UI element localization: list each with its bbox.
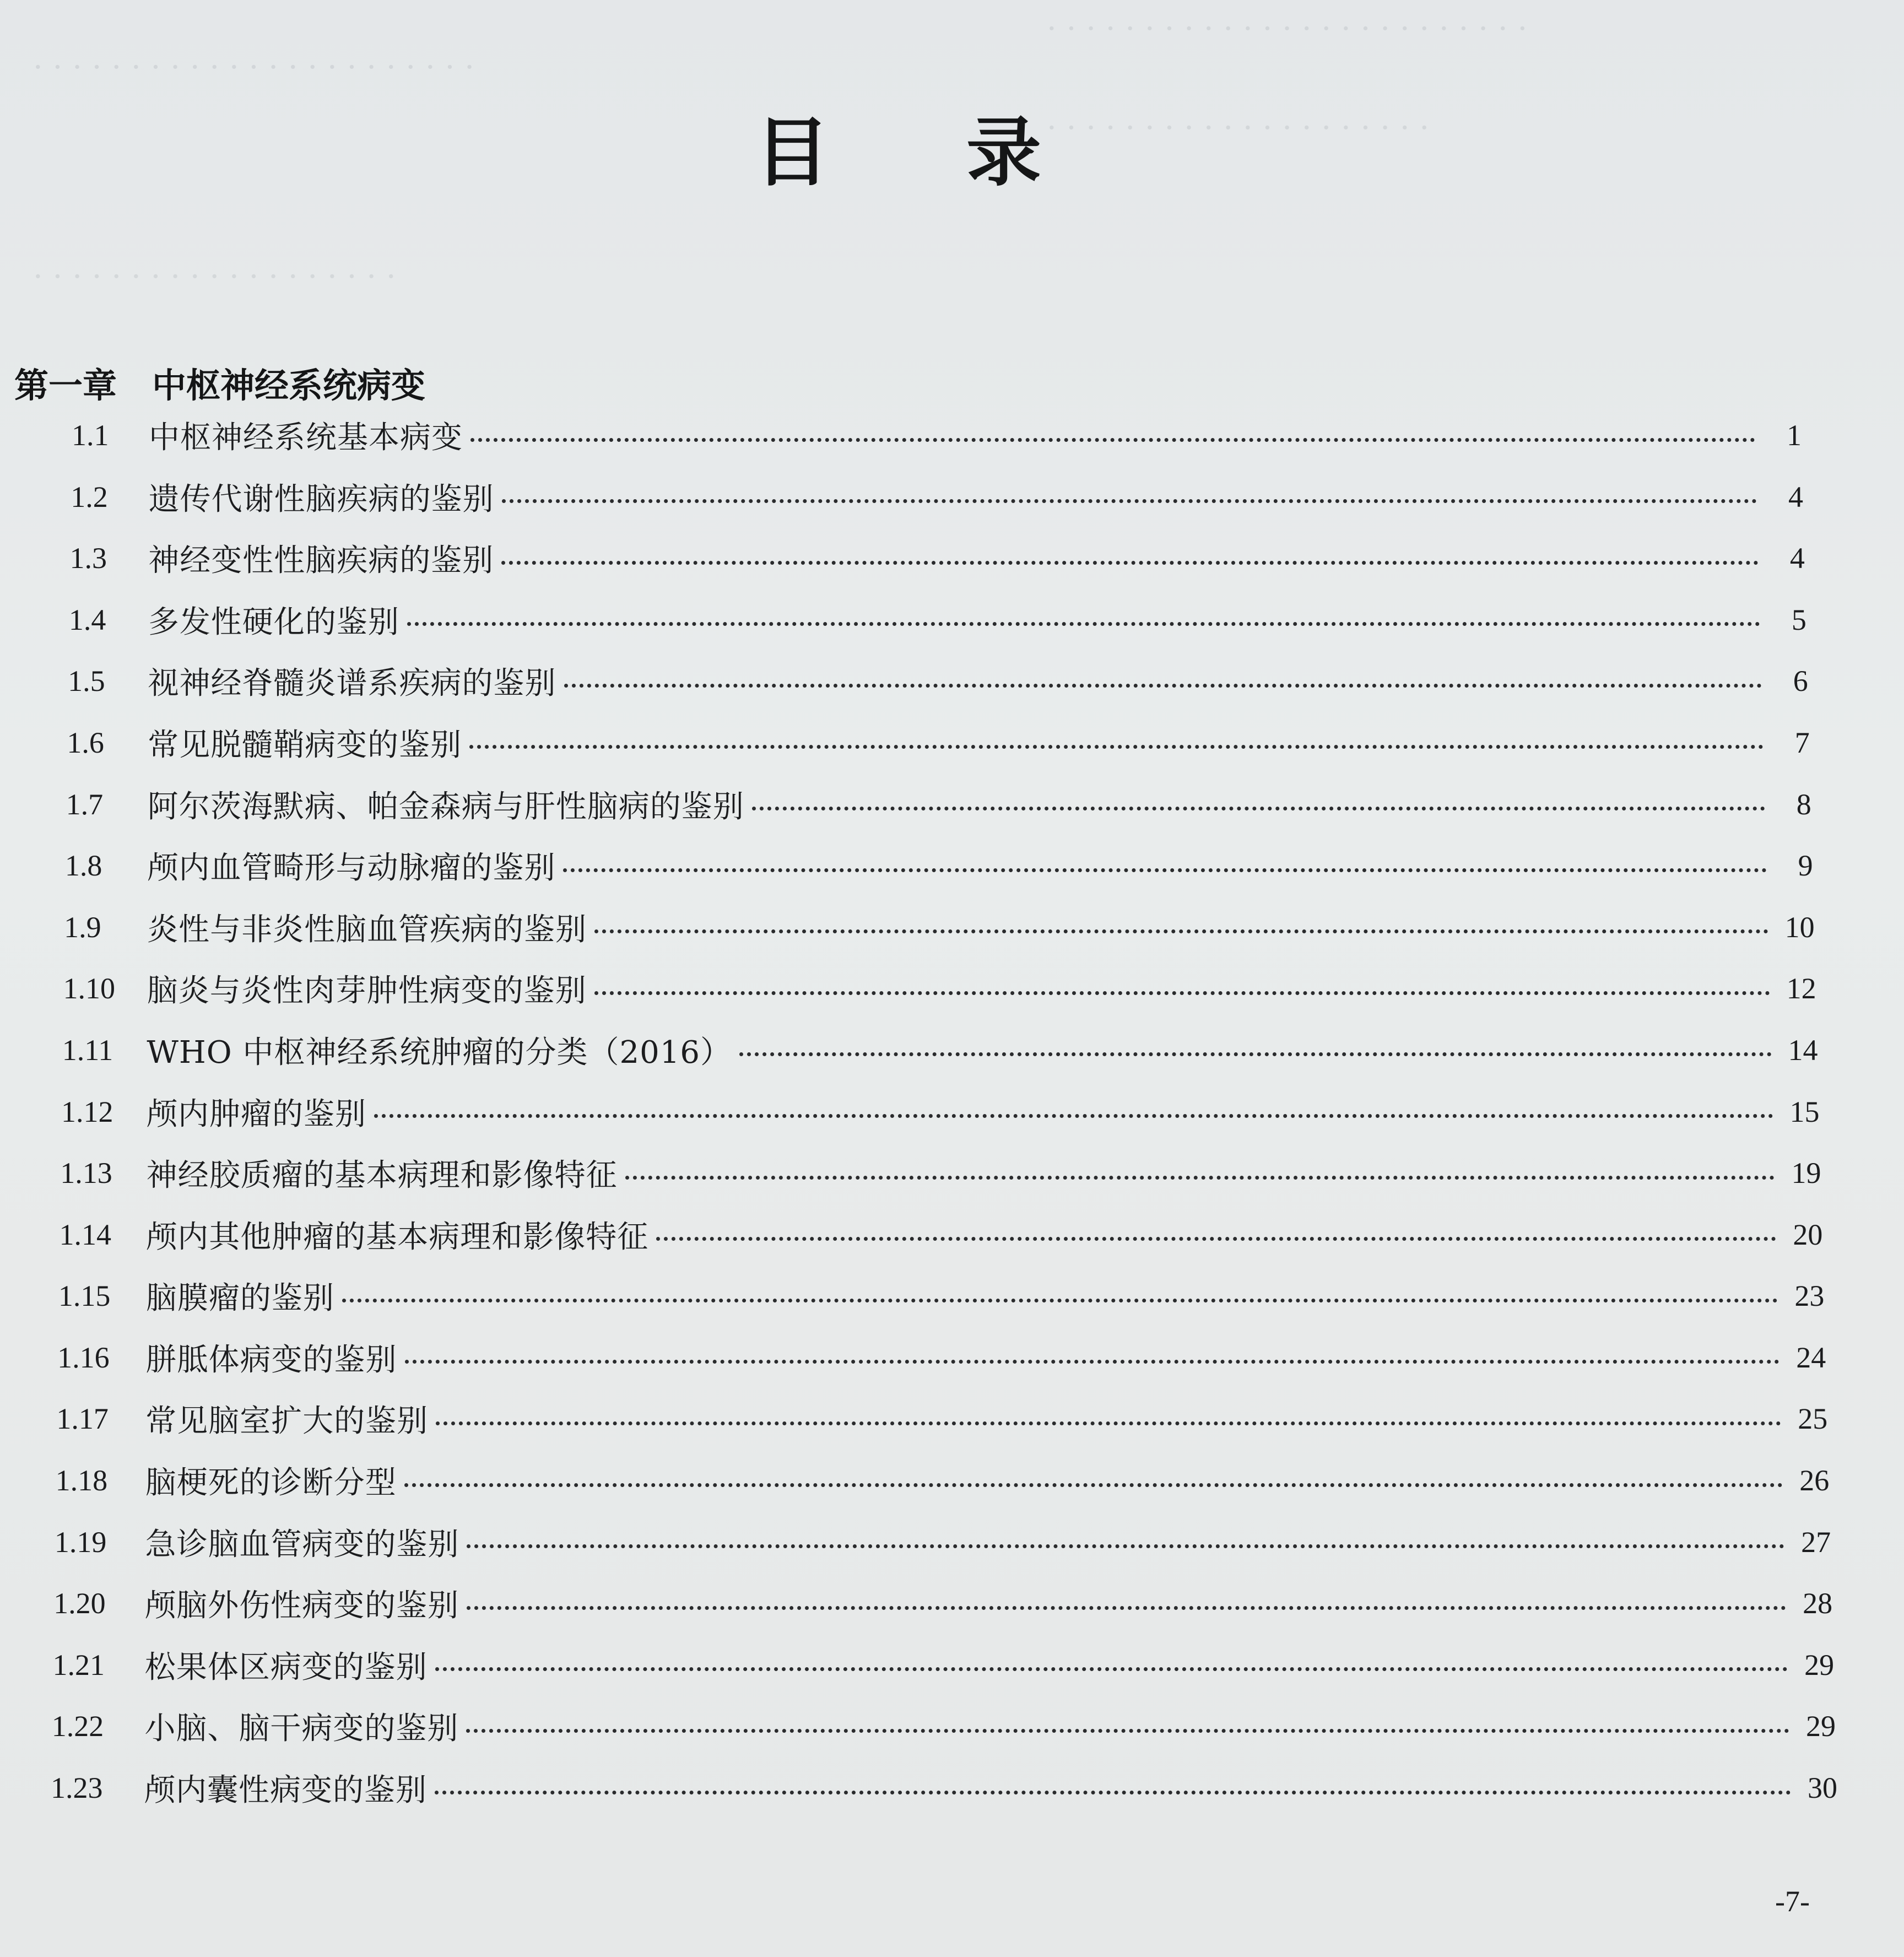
dot-leader [625,1176,1775,1180]
dot-leader [752,807,1765,810]
toc-entry [56,1458,1830,1502]
dot-leader [502,499,1757,503]
dot-leader [436,1421,1781,1425]
toc-entry-title: 神经变性性脑疾病的鉴别 [148,543,494,579]
toc-entry-page: 20 [1793,1218,1823,1251]
toc-entry-page: 19 [1791,1156,1821,1190]
toc-entry-page: 5 [1791,603,1806,636]
toc-entry [62,1028,1818,1072]
toc-entry-number: 1.12 [61,1095,113,1128]
toc-entry-page: 14 [1788,1033,1818,1067]
dot-leader [563,868,1766,872]
toc-entry-number: 1.13 [60,1156,112,1190]
toc-entry-number: 1.2 [71,480,108,513]
bleed-through-text: · · · · · · · · · · · · · · · · · · · · · · · [33,50,475,85]
toc-entry-page: 1 [1787,419,1802,452]
toc-entry-title: 脑膜瘤的鉴别 [145,1280,334,1317]
toc-entry-page: 10 [1784,910,1815,944]
dot-leader [407,622,1760,626]
toc-entry-page: 24 [1796,1340,1826,1374]
toc-entry-page: 30 [1808,1771,1837,1804]
toc-entry-title: 多发性硬化的鉴别 [148,604,399,640]
dot-leader [435,1791,1791,1794]
toc-entry-title: 松果体区病变的鉴别 [144,1649,428,1685]
toc-entry-title: 常见脱髓鞘病变的鉴别 [148,727,462,763]
toc-entry-number: 1.23 [51,1771,103,1804]
toc-entry-number: 1.17 [56,1402,109,1436]
toc-entry-title: 阿尔茨海默病、帕金森病与肝性脑病的鉴别 [147,788,744,825]
dot-leader [470,438,1755,442]
toc-entry-number: 1.18 [55,1464,108,1498]
toc-entry-number: 1.15 [58,1279,111,1313]
dot-leader [594,991,1770,995]
dot-leader [656,1237,1776,1241]
toc-entry-title: 胼胝体病变的鉴别 [145,1342,397,1378]
toc-entry [67,721,1809,765]
toc-entry-page: 28 [1803,1587,1833,1620]
toc-entry-title: 常见脑室扩大的鉴别 [145,1403,429,1440]
toc-entry-title: 颅内肿瘤的鉴别 [147,1096,366,1132]
toc-entry-number: 1.6 [67,726,104,759]
toc-entry-page: 8 [1796,787,1811,821]
toc-entry-number: 1.1 [72,419,109,452]
toc-entry [65,844,1813,888]
toc-entry-page: 7 [1794,726,1810,759]
toc-entry-title: 脑炎与炎性肉芽肿性病变的鉴别 [147,973,587,1009]
toc-entry [71,475,1803,519]
toc-entry [51,1766,1837,1810]
toc-entry-number: 1.22 [51,1710,104,1743]
dot-leader [467,1606,1786,1610]
toc-entry [60,1213,1823,1257]
toc-entry-title: 神经胶质瘤的基本病理和影像特征 [146,1158,618,1194]
dot-leader [739,1052,1772,1056]
bleed-through-text: · · · · · · · · · · · · · · · · · · · [33,259,396,295]
toc-entry [68,659,1808,703]
dot-leader [404,1483,1783,1487]
chapter-name: 中枢神经系统病变 [152,365,426,406]
chapter-heading [14,358,425,407]
toc-entry-number: 1.9 [64,910,101,944]
dot-leader [564,684,1762,688]
toc-entry-title: 颅内其他肿瘤的基本病理和影像特征 [146,1219,649,1255]
toc-entry-page: 6 [1793,664,1808,698]
toc-entry-page: 9 [1798,849,1813,883]
toc-entry [52,1643,1834,1687]
toc-entry-title: 急诊脑血管病变的鉴别 [145,1526,459,1563]
toc-entry-number: 1.10 [63,972,115,1005]
toc-entry-title: 遗传代谢性脑疾病的鉴别 [148,481,494,517]
dot-leader [374,1114,1773,1118]
toc-title-char-2: 录 [966,110,1041,197]
dot-leader [501,561,1759,565]
toc-entry [55,1520,1831,1564]
toc-entry-page: 4 [1789,542,1805,575]
toc-entry [72,413,1802,457]
toc-entry-page: 29 [1804,1648,1835,1682]
toc-entry-title: 小脑、脑干病变的鉴别 [144,1711,459,1747]
toc-entry-page: 27 [1801,1525,1831,1559]
toc-entry-number: 1.20 [53,1587,106,1620]
dot-leader [342,1299,1778,1302]
dot-leader [405,1360,1780,1364]
toc-entry [58,1274,1825,1318]
toc-entry-page: 26 [1799,1464,1830,1498]
toc-entry [63,966,1816,1010]
toc-entry-title: 颅脑外伤性病变的鉴别 [145,1588,459,1624]
toc-entry [53,1581,1832,1625]
dot-leader [469,745,1764,749]
toc-entry [66,782,1811,826]
toc-entry [60,1151,1821,1195]
toc-entry-number: 1.3 [69,542,107,575]
toc-entry-title: 视神经脊髓炎谱系疾病的鉴别 [148,666,556,702]
toc-entry-page: 29 [1806,1710,1836,1743]
toc-entry-title: 中枢神经系统基本病变 [149,420,463,456]
toc-title [755,102,1041,197]
chapter-label: 第一章 [14,365,117,406]
toc-entry-page: 12 [1786,972,1816,1005]
toc-entry [56,1397,1827,1441]
toc-entry [57,1336,1826,1380]
toc-entry-number: 1.21 [52,1648,105,1682]
toc-entry-number: 1.4 [68,603,106,636]
dot-leader [594,929,1768,933]
toc-entry [61,1090,1820,1134]
toc-entry-title: 颅内囊性病变的鉴别 [144,1772,427,1808]
toc-entry-number: 1.19 [54,1525,107,1559]
dot-leader [466,1729,1789,1733]
toc-entry [69,598,1806,642]
toc-entry-number: 1.8 [64,849,102,883]
toc-entry-page: 4 [1788,480,1803,513]
toc-entry-title: 颅内血管畸形与动脉瘤的鉴别 [147,850,556,886]
bleed-through-text: · · · · · · · · · · · · · · · · · · · · [1047,110,1430,146]
toc-entry-title: 脑梗死的诊断分型 [145,1465,397,1501]
bleed-through-text: · · · · · · · · · · · · · · · · · · · · · · · · · [1047,11,1528,47]
toc-entry-number: 1.11 [62,1033,113,1067]
toc-entry-number: 1.14 [59,1218,112,1251]
dot-leader [435,1667,1788,1671]
toc-entry [70,536,1805,580]
toc-entry-page: 25 [1798,1402,1828,1436]
toc-entry-number: 1.7 [66,787,104,821]
toc-entry-page: 15 [1789,1095,1820,1128]
toc-entry [52,1704,1836,1748]
toc-title-char-1: 目 [755,110,830,197]
toc-entry-number: 1.5 [68,664,105,698]
toc-entry-page: 23 [1794,1279,1825,1313]
toc-entry-title: 炎性与非炎性脑血管疾病的鉴别 [147,911,587,948]
dot-leader [467,1544,1784,1548]
toc-entry-title: WHO 中枢神经系统肿瘤的分类（2016） [147,1034,732,1071]
page-number: -7- [1775,1885,1810,1918]
toc-entry [64,905,1814,949]
toc-entry-number: 1.16 [57,1340,110,1374]
